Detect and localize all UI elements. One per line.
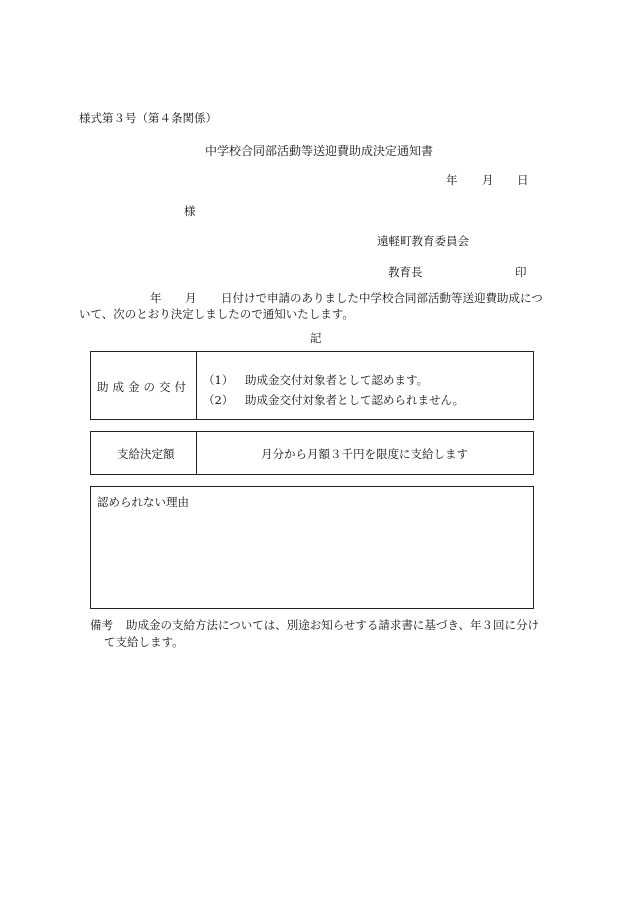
grant-option-1: [203, 372, 428, 388]
amount-label: 支給決定額: [117, 447, 175, 461]
seal-mark: 印: [515, 265, 527, 279]
body-month: 月: [185, 291, 197, 305]
grant-option-2: [203, 392, 464, 408]
amount-divider: [196, 432, 197, 474]
grant-divider: [196, 352, 197, 419]
issuer-organization: 遠軽町教育委員会: [377, 234, 469, 248]
remarks-line1: 助成金の支給方法については、別途お知らせする請求書に基づき、年３回に分け: [126, 618, 539, 632]
reason-box: [90, 486, 534, 609]
amount-value: 月分から月額３千円を限度に支給します: [261, 447, 468, 461]
remarks-line2: て支給します。: [104, 635, 184, 649]
grant-option-1-text: 助成金交付対象者として認めます。: [244, 373, 429, 387]
grant-option-2-num: （2）: [203, 393, 234, 407]
document-title: 中学校合同部活動等送迎費助成決定通知書: [205, 144, 434, 158]
form-number: 様式第３号（第４条関係）: [79, 111, 217, 125]
issuer-title: 教育長: [388, 265, 423, 279]
remarks-label: 備考: [90, 618, 113, 632]
grant-label: 助成金の交付: [97, 380, 190, 394]
grant-table: [90, 351, 534, 420]
body-year: 年: [150, 291, 162, 305]
date-month: 月: [482, 173, 494, 187]
recipient-suffix: 様: [184, 204, 196, 218]
date-day: 日: [517, 173, 529, 187]
amount-table: [90, 431, 534, 475]
grant-option-2-text: 助成金交付対象者として認められません。: [244, 393, 465, 407]
body-line1: 日付けで申請のありました中学校合同部活動等送迎費助成につ: [221, 291, 543, 305]
body-line2: いて、次のとおり決定しましたので通知いたします。: [79, 307, 354, 321]
grant-option-1-num: （1）: [203, 373, 234, 387]
reason-label: 認められない理由: [97, 495, 189, 509]
date-year: 年: [446, 173, 458, 187]
ki-heading: 記: [310, 331, 322, 345]
